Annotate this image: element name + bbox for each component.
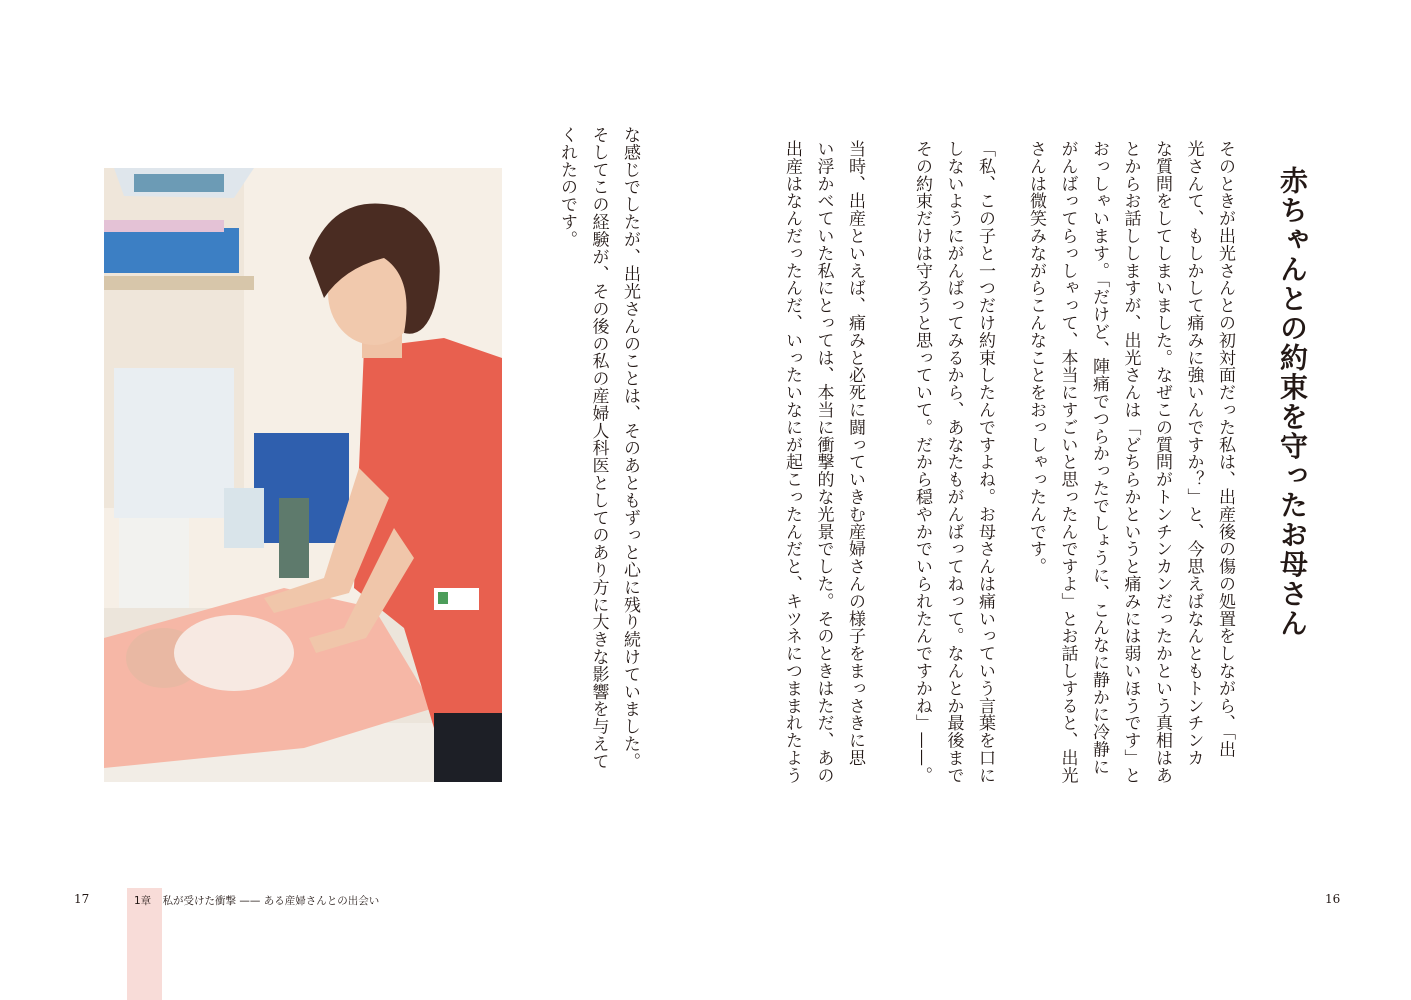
text-line: くれたのです。 bbox=[557, 126, 577, 248]
text-line: がんばってらっしゃって、本当にすごいと思ったんですよ」とお話しすると、出光 bbox=[1057, 140, 1078, 784]
text-line: 当時、出産といえば、痛みと必死に闘っていきむ産婦さんの様子をまっさきに思 bbox=[845, 140, 865, 767]
paragraph-2 bbox=[906, 140, 1001, 784]
right-page-body-3 bbox=[690, 126, 870, 846]
text-line: おっしゃいます。「だけど、陣痛でつらかったでしょうに、こんなに静かに冷静に bbox=[1089, 140, 1109, 776]
text-line: そのときが出光さんとの初対面だった私は、出産後の傷の処置をしながら、「出 bbox=[1215, 140, 1235, 758]
paragraph-1 bbox=[1020, 140, 1241, 784]
text-line: い浮かべていた私にとっては、本当に衝撃的な光景でした。そのときはただ、あの bbox=[813, 140, 834, 784]
text-line: そしてこの経験が、その後の私の産婦人科医としてのあり方に大きな影響を与えて bbox=[588, 126, 609, 770]
page-number-left: 17 bbox=[74, 892, 90, 906]
text-line: さんは微笑みながらこんなことをおっしゃったんです。 bbox=[1026, 140, 1046, 575]
text-line: 「私、この子と一つだけ約束したんですよね。お母さんは痛いっていう言葉を口に bbox=[975, 140, 995, 784]
text-line: な質問をしてしまいました。なぜこの質問がトンチンカンだったかという真相はあ bbox=[1152, 140, 1172, 784]
text-line: 光さんて、もしかして痛みに強いんですか？」と、今思えばなんともトンチンカ bbox=[1183, 140, 1204, 767]
section-heading: 赤ちゃんとの約束を守ったお母さん bbox=[1276, 166, 1309, 638]
left-page-body bbox=[525, 126, 645, 846]
running-head bbox=[134, 893, 387, 908]
text-line: しないようにがんばってみるから、あなたもがんばってねって。なんとか最後まで bbox=[943, 140, 964, 784]
text-line: 出産はなんだったんだ、いったいなにが起こったんだと、キツネにつままれたよう bbox=[782, 140, 802, 784]
chapter-number: 1章 bbox=[134, 895, 152, 907]
photo-nurse-with-newborn bbox=[104, 168, 502, 782]
text-line: その約束だけは守ろうと思っていて。だから穏やかでいられたんですかね」——。 bbox=[912, 140, 932, 784]
paragraph-4 bbox=[551, 126, 646, 770]
text-line: な感じでしたが、出光さんのことは、そのあともずっと心に残り続けていました。 bbox=[620, 126, 640, 770]
text-line: とからお話ししますが、出光さんは「どちらかというと痛みには弱いほうです」と bbox=[1120, 140, 1141, 784]
page-number-right: 16 bbox=[1325, 892, 1341, 906]
chapter-title: 私が受けた衝撃 —— ある産婦さんとの出会い bbox=[162, 895, 380, 907]
photo-illustration bbox=[104, 168, 502, 782]
paragraph-3 bbox=[776, 140, 871, 784]
